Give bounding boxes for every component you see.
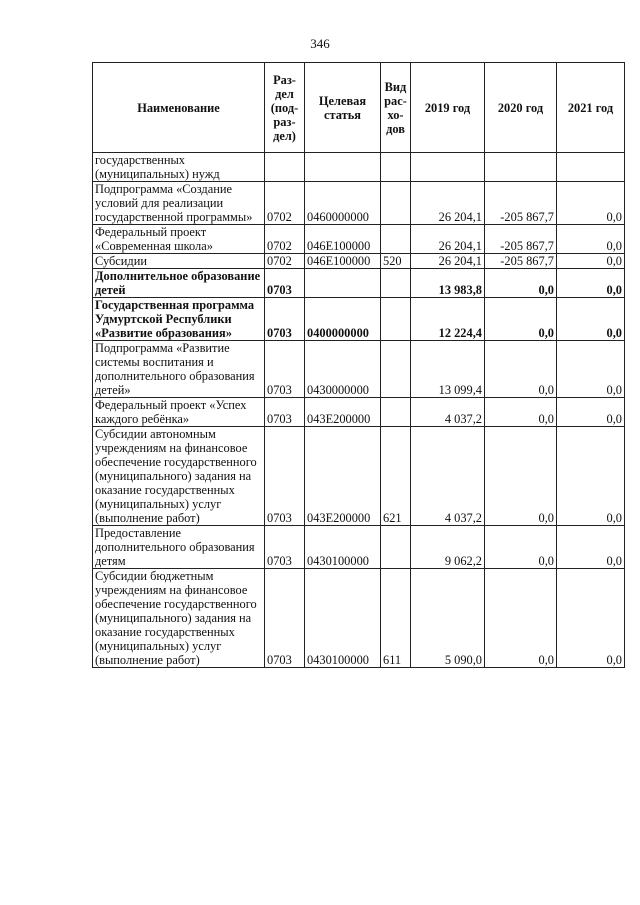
cell-expense [381,341,411,398]
cell-2020: 0,0 [485,341,557,398]
cell-2021: 0,0 [557,341,625,398]
cell-target: 0400000000 [305,298,381,341]
cell-target: 043E200000 [305,427,381,526]
cell-section: 0703 [265,269,305,298]
cell-name: Федеральный проект «Успех каждого ребёнка» [93,398,265,427]
cell-name: Федеральный проект «Современная школа» [93,225,265,254]
cell-2020: -205 867,7 [485,254,557,269]
cell-2020: 0,0 [485,526,557,569]
cell-2020: -205 867,7 [485,182,557,225]
cell-2020: -205 867,7 [485,225,557,254]
cell-2020 [485,153,557,182]
cell-target: 043E200000 [305,398,381,427]
cell-section: 0703 [265,569,305,668]
cell-section: 0703 [265,526,305,569]
cell-2019: 26 204,1 [411,182,485,225]
cell-2019: 5 090,0 [411,569,485,668]
cell-2019: 26 204,1 [411,225,485,254]
header-target: Целевая статья [305,63,381,153]
cell-target: 046E100000 [305,225,381,254]
cell-2020: 0,0 [485,398,557,427]
cell-2020: 0,0 [485,298,557,341]
cell-2021: 0,0 [557,254,625,269]
header-name: Наименование [93,63,265,153]
budget-table [92,62,625,668]
table-row [93,298,625,341]
table-row [93,225,625,254]
cell-2020: 0,0 [485,269,557,298]
table-row [93,182,625,225]
cell-expense: 621 [381,427,411,526]
cell-name: Субсидии автономным учреждениям на финансовое обеспечение государственного (муниципального) задания на оказание государственных (муниципальных) услуг (выполнение работ) [93,427,265,526]
cell-expense [381,153,411,182]
cell-name: Предоставление дополнительного образования детям [93,526,265,569]
cell-section: 0703 [265,427,305,526]
cell-expense [381,398,411,427]
cell-name: Субсидии [93,254,265,269]
cell-2019: 4 037,2 [411,427,485,526]
cell-target: 0430000000 [305,341,381,398]
cell-name: Субсидии бюджетным учреждениям на финансовое обеспечение государственного (муниципального) задания на оказание государственных (муниципальных) услуг (выполнение работ) [93,569,265,668]
header-2020: 2020 год [485,63,557,153]
cell-2021: 0,0 [557,526,625,569]
cell-expense: 611 [381,569,411,668]
cell-section: 0703 [265,341,305,398]
cell-name: государственных (муниципальных) нужд [93,153,265,182]
table-row [93,341,625,398]
cell-2019: 26 204,1 [411,254,485,269]
table-row [93,398,625,427]
cell-target: 0460000000 [305,182,381,225]
table-row [93,269,625,298]
cell-2020: 0,0 [485,569,557,668]
cell-section [265,153,305,182]
cell-2019: 4 037,2 [411,398,485,427]
cell-section: 0702 [265,254,305,269]
cell-2021: 0,0 [557,427,625,526]
table-row [93,254,625,269]
cell-2021: 0,0 [557,398,625,427]
header-expense: Вид рас- хо- дов [381,63,411,153]
table-row [93,153,625,182]
cell-2021: 0,0 [557,298,625,341]
cell-target: 0430100000 [305,526,381,569]
cell-2021: 0,0 [557,269,625,298]
cell-section: 0703 [265,298,305,341]
cell-2019: 13 983,8 [411,269,485,298]
cell-target [305,153,381,182]
cell-2020: 0,0 [485,427,557,526]
cell-expense [381,269,411,298]
cell-2021: 0,0 [557,182,625,225]
table-row [93,569,625,668]
table-header-row [93,63,625,153]
page-number: 346 [310,36,330,51]
header-2019: 2019 год [411,63,485,153]
cell-section: 0702 [265,225,305,254]
cell-target [305,269,381,298]
cell-expense [381,225,411,254]
cell-2019: 13 099,4 [411,341,485,398]
cell-name: Дополнительное образование детей [93,269,265,298]
cell-2019: 9 062,2 [411,526,485,569]
cell-name: Государственная программа Удмуртской Республики «Развитие образования» [93,298,265,341]
cell-expense [381,182,411,225]
header-2021: 2021 год [557,63,625,153]
cell-expense [381,526,411,569]
cell-2019: 12 224,4 [411,298,485,341]
cell-target: 046E100000 [305,254,381,269]
cell-name: Подпрограмма «Создание условий для реализации государственной программы» [93,182,265,225]
cell-expense [381,298,411,341]
cell-2019 [411,153,485,182]
cell-2021 [557,153,625,182]
table-row [93,427,625,526]
table-row [93,526,625,569]
cell-expense: 520 [381,254,411,269]
cell-2021: 0,0 [557,225,625,254]
cell-section: 0702 [265,182,305,225]
cell-target: 0430100000 [305,569,381,668]
cell-2021: 0,0 [557,569,625,668]
cell-name: Подпрограмма «Развитие системы воспитания и дополнительного образования детей» [93,341,265,398]
header-section: Раз- дел (под- раз- дел) [265,63,305,153]
cell-section: 0703 [265,398,305,427]
